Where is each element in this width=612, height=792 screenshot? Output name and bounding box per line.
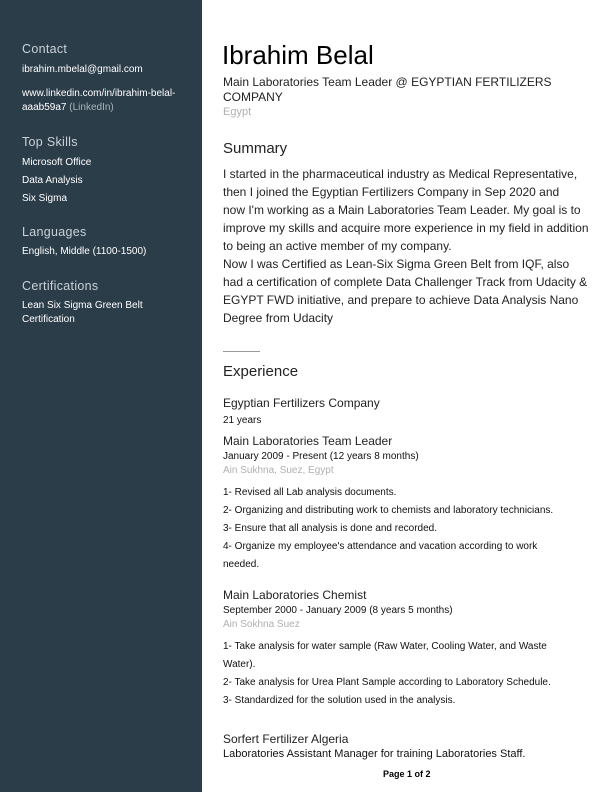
company-name: Sorfert Fertilizer Algeria [223,732,349,746]
job-description-line: 1- Take analysis for water sample (Raw Water, Cooling Water, and Waste [223,641,547,652]
experience-heading: Experience [223,363,299,380]
location: Egypt [223,106,252,118]
job-description-line: 1- Revised all Lab analysis documents. [223,487,397,498]
job-description-line: 3- Standardized for the solution used in the analysis. [223,695,456,706]
summary-heading: Summary [223,140,288,157]
summary-line: to being an active member of my company. [223,239,452,253]
page-number: Page 1 of 2 [383,769,431,779]
summary-line: improve my skills and acquire more experience in my field in addition [223,221,589,235]
company-duration: 21 years [223,415,262,426]
linkedin-link-cont[interactable] [22,102,114,113]
summary-line: I started in the pharmaceutical industry as Medical Representative, [223,167,578,181]
languages-heading: Languages [22,225,87,239]
summary-text [223,165,589,327]
certifications-heading: Certifications [22,279,99,293]
summary-line: Degree from Udacity [223,311,334,325]
summary-line: had a certification of complete Data Challenger Track from Udacity & [223,275,588,289]
linkedin-link[interactable]: www.linkedin.com/in/ibrahim-belal- [22,88,176,99]
divider [223,351,260,352]
company-role: Laboratories Assistant Manager for training Laboratories Staff. [223,748,526,760]
linkedin-label: (LinkedIn) [69,102,114,113]
headline-cont: COMPANY [223,90,283,104]
skill-item: Microsoft Office [22,157,92,168]
skill-item: Six Sigma [22,193,68,204]
summary-line: then I joined the Egyptian Fertilizers Company in Sep 2020 and [223,185,560,199]
job-dates: January 2009 - Present (12 years 8 months) [223,451,419,462]
contact-heading: Contact [22,42,68,56]
headline: Main Laboratories Team Leader @ EGYPTIAN FERTILIZERS [223,75,552,89]
certification-item: Lean Six Sigma Green Belt [22,300,143,311]
job-location: Ain Sukhna, Suez, Egypt [223,465,334,476]
company-name: Egyptian Fertilizers Company [223,396,380,410]
profile-name: Ibrahim Belal [222,40,374,70]
job-title: Main Laboratories Team Leader [223,434,393,448]
email-link[interactable]: ibrahim.mbelal@gmail.com [22,64,143,75]
job-title: Main Laboratories Chemist [223,588,367,602]
language-item: English, Middle (1100-1500) [22,246,147,257]
sidebar [0,0,202,792]
job-description-line: Water). [223,659,256,670]
certification-item-cont: Certification [22,314,75,325]
job-description-line: 4- Organize my employee's attendance and vacation according to work [223,541,538,552]
summary-line: Now I was Certified as Lean-Six Sigma Green Belt from IQF, also [223,257,570,271]
summary-line: now I'm working as a Main Laboratories Team Leader. My goal is to [223,203,581,217]
job-description-line: 2- Organizing and distributing work to chemists and laboratory technicians. [223,505,554,516]
job-location: Ain Sokhna Suez [223,619,300,630]
skill-item: Data Analysis [22,175,83,186]
skills-heading: Top Skills [22,135,78,149]
job-description-line: needed. [223,559,260,570]
job-description-line: 2- Take analysis for Urea Plant Sample according to Laboratory Schedule. [223,677,551,688]
job-dates: September 2000 - January 2009 (8 years 5 months) [223,605,453,616]
linkedin-id[interactable]: aaab59a7 [22,102,67,113]
summary-line: EGYPT FWD initiative, and prepare to achieve Data Analysis Nano [223,293,579,307]
job-description-line: 3- Ensure that all analysis is done and recorded. [223,523,438,534]
